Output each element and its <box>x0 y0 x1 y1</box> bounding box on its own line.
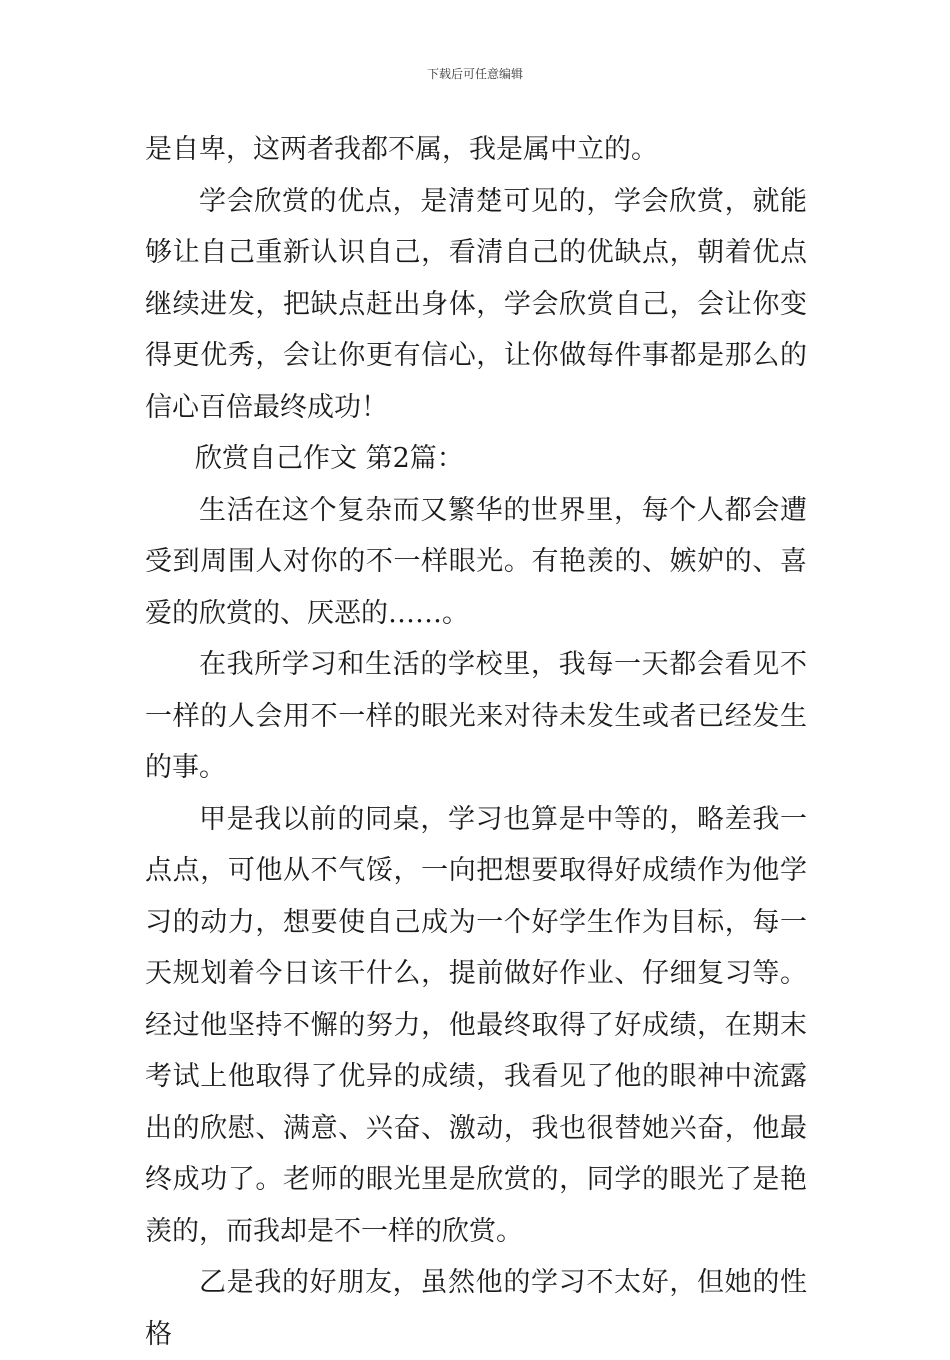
header-note: 下载后可任意编辑 <box>426 67 523 81</box>
paragraph-appreciation-benefits: 学会欣赏的优点，是清楚可见的，学会欣赏，就能够让自己重新认识自己，看清自己的优缺点，朝着优点继续进发，把缺点赶出身体，学会欣赏自己，会让你变得更优秀，会让你更有信心，让你做每件事都是那么的信心百倍最终成功！ <box>145 185 807 423</box>
document-body <box>145 124 807 1360</box>
paragraph-school: 在我所学习和生活的学校里，我每一天都会看见不一样的人会用不一样的眼光来对待未发生或者已经发生的事。 <box>145 649 807 783</box>
paragraph-deskmate: 甲是我以前的同桌，学习也算是中等的，略差我一点点，可他从不气馁，一向把想要取得好成绩作为他学习的动力，想要使自己成为一个好学生作为目标，每一天规划着今日该干什么，提前做好作业、仔细复习等。经过他坚持不懈的努力，他最终取得了好成绩，在期末考试上他取得了优异的成绩，我看见了他的眼神中流露出的欣慰、满意、兴奋、激动，我也很替她兴奋，他最终成功了。老师的眼光里是欣赏的，同学的眼光了是艳羡的，而我却是不一样的欣赏。 <box>145 803 807 1247</box>
section-heading: 欣赏自己作文 第2篇： <box>195 443 464 474</box>
paragraph-friend: 乙是我的好朋友，虽然他的学习不太好，但她的性格 <box>145 1267 807 1350</box>
paragraph-world-gaze: 生活在这个复杂而又繁华的世界里，每个人都会遭受到周围人对你的不一样眼光。有艳羡的、嫉妒的、喜爱的欣赏的、厌恶的……。 <box>145 494 807 629</box>
paragraph-continuation: 是自卑，这两者我都不属，我是属中立的。 <box>145 134 658 165</box>
